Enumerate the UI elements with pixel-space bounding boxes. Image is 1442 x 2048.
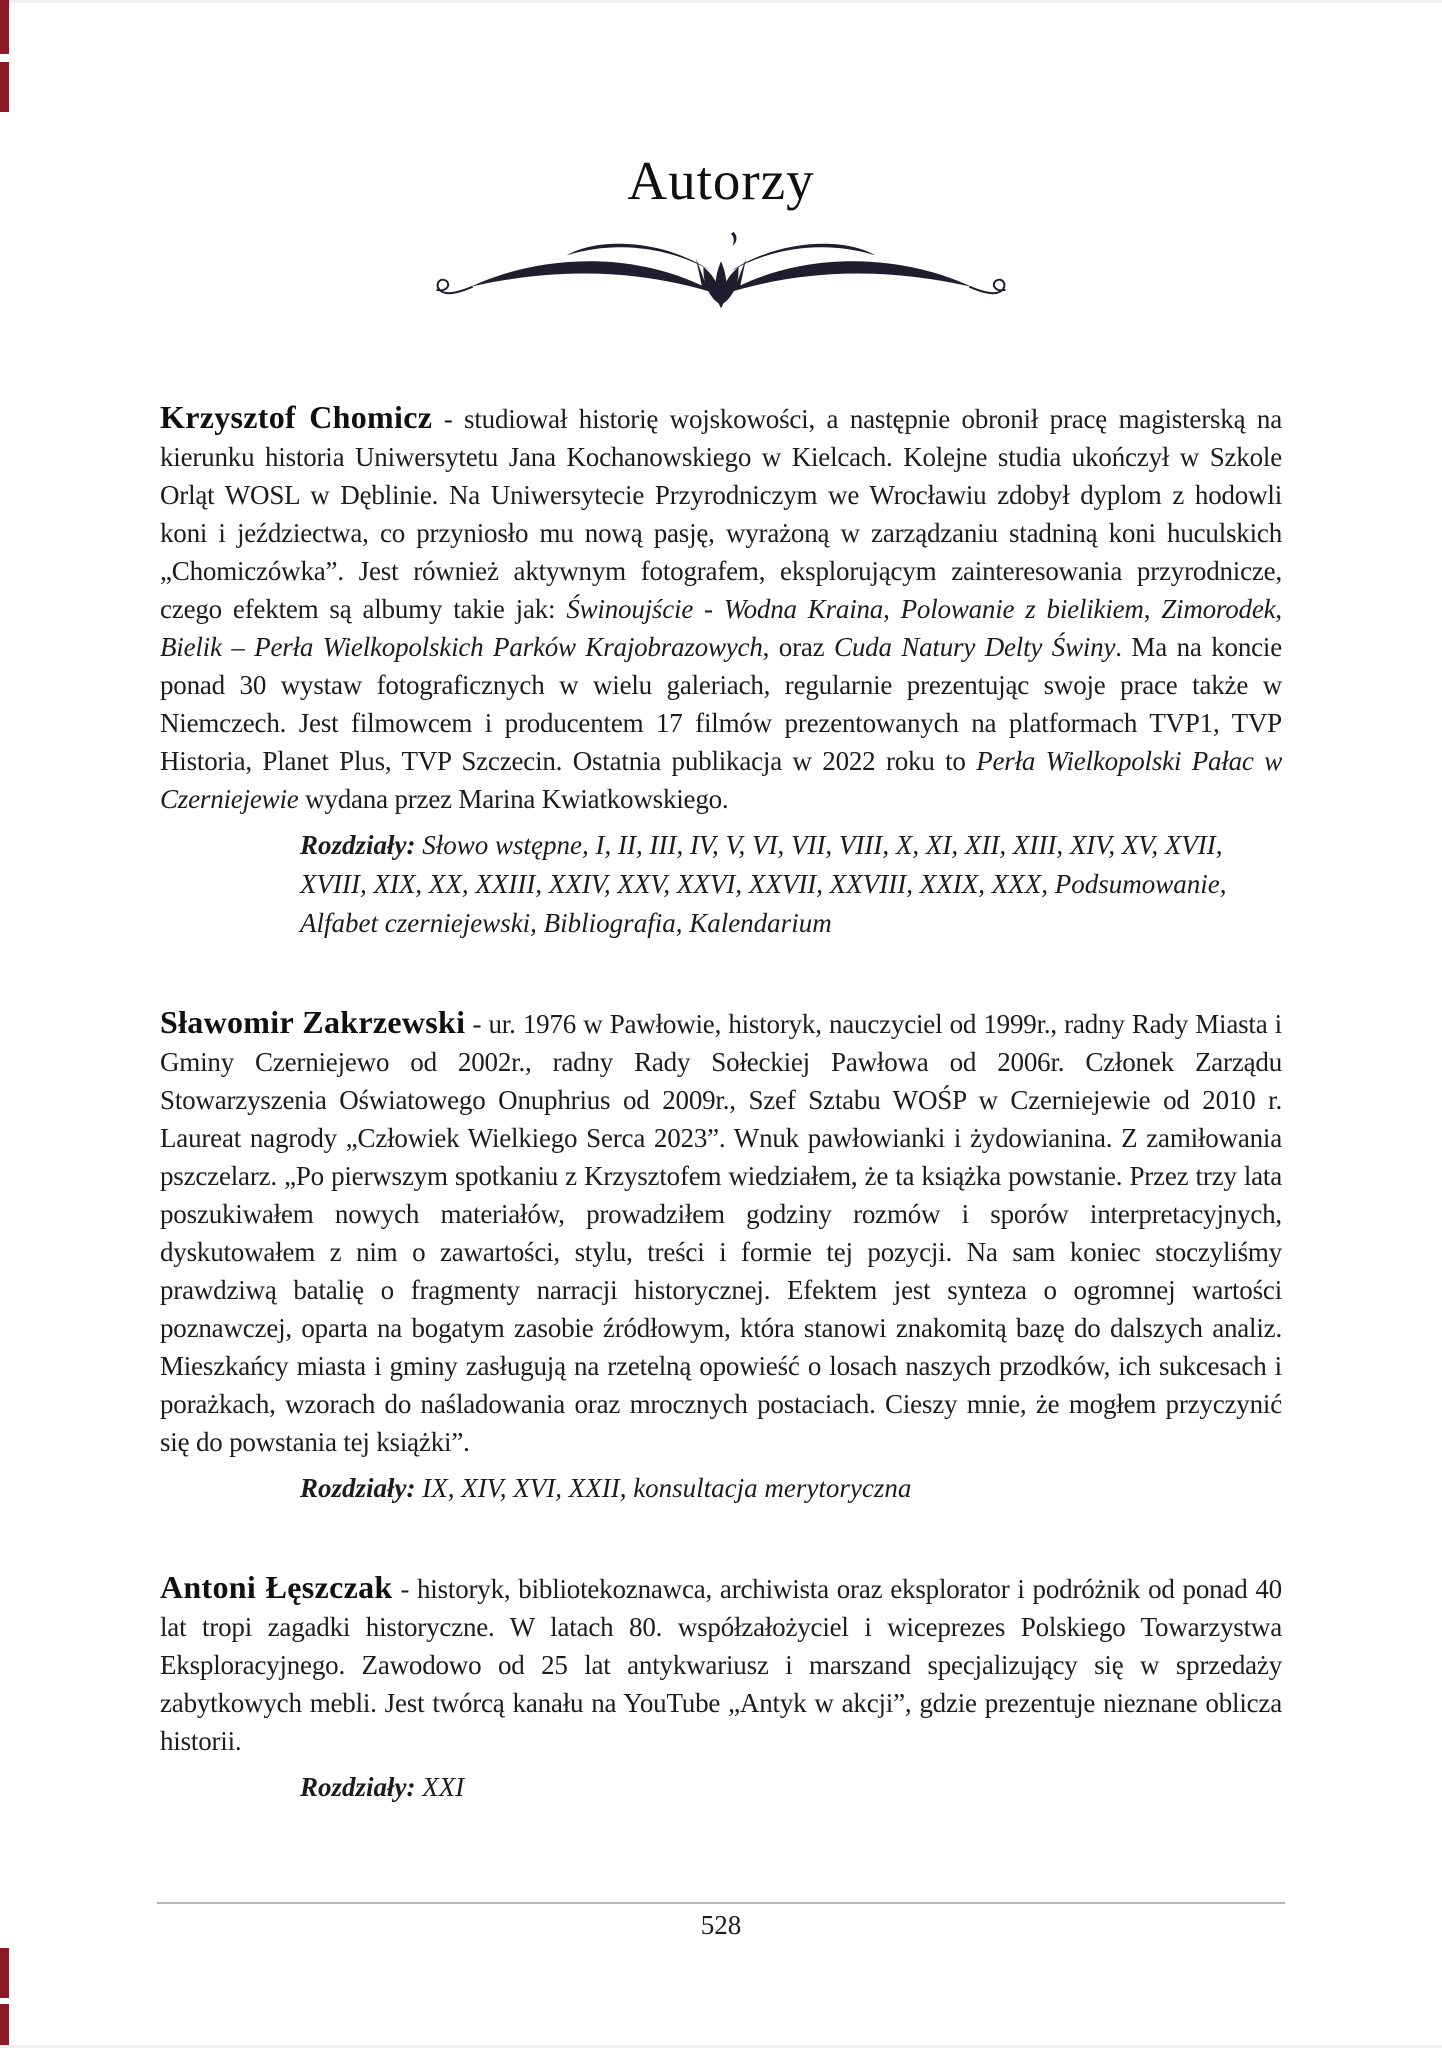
bio-text-run: Zimorodek — [1161, 593, 1276, 624]
bio-text-run: , oraz — [762, 631, 835, 662]
page-number: 528 — [700, 1910, 742, 1940]
author-name: Antoni Łęszczak — [160, 1568, 393, 1605]
bio-text-run: Bielik – Perła Wielkopolskich Parków Krajobrazowych — [160, 631, 763, 662]
page-footer — [157, 1902, 1285, 1941]
page-edge-mark — [0, 2004, 9, 2048]
bio-text-run: wydana przez Marina Kwiatkowskiego. — [298, 783, 729, 814]
author-chapters-line — [300, 826, 1282, 943]
author-bio-block — [160, 1568, 1282, 1807]
chapters-list: Słowo wstępne, I, II, III, IV, V, VI, VII, VIII, X, XI, XII, XIII, XIV, XV, XVII, XVIII, XIX, XX, XXIII, XXIV, XXV, XXVI, XXVII, XXVIII, XXIX, XXX, Podsumowanie, Alfabet czerniejewski, Bibliografia, Kalendarium — [300, 829, 1227, 938]
author-name: Sławomir Zakrzewski — [160, 1003, 466, 1040]
author-bio-paragraph — [160, 1003, 1282, 1461]
author-chapters-line — [300, 1768, 1282, 1807]
bio-text-run: Świnoujście - Wodna Kraina — [566, 593, 884, 624]
bio-text-run: ur. 1976 w Pawłowie, historyk, nauczyciel od 1999r., radny Rady Miasta i Gminy Czerniejewo od 2002r., radny Rady Sołeckiej Pawłowa od 2006r. Członek Zarządu Stowarzyszenia Oświatowego Onuphrius od 2009r., Szef Sztabu WOŚP w Czerniejewie od 2010 r. Laureat nagrody „Człowiek Wielkiego Serca 2023”. Wnuk pawłowianki i żydowianina. Z zamiłowania pszczelarz. „Po pierwszym spotkaniu z Krzysztofem wiedziałem, że ta książka powstanie. Przez trzy lata poszukiwałem nowych materiałów, prowadziłem godziny rozmów i sporów interpretacyjnych, dyskutowałem z nim o zawartości, stylu, treści i formie tej pozycji. Na sam koniec stoczyliśmy prawdziwą batalię o fragmenty narracji historycznej. Efektem jest synteza o ogromnej wartości poznawczej, oparta na bogatym zasobie źródłowym, która stanowi znakomitą bazę do dalszych analiz. Mieszkańcy miasta i gminy zasługują na rzetelną opowieść o losach naszych przodków, ich sukcesach i porażkach, wzorach do naśladowania oraz mrocznych postaciach. Cieszy mnie, że mogłem przyczynić się do powstania tej książki”. — [160, 1008, 1282, 1457]
bio-text-run: - — [392, 1573, 417, 1604]
page-edge-mark — [0, 62, 9, 112]
author-bio-block — [160, 1003, 1282, 1508]
author-bio-block — [160, 398, 1282, 943]
page-edge-mark — [0, 0, 9, 54]
page-edge-mark — [0, 1948, 9, 1998]
chapters-label: Rozdziały: — [300, 829, 416, 860]
page-title: Autorzy — [627, 150, 815, 211]
bio-text-run: , — [883, 593, 901, 624]
bio-text-run: Cuda Natury Delty Świny — [834, 631, 1116, 662]
author-bio-paragraph — [160, 398, 1282, 818]
chapters-list: XXI — [422, 1771, 465, 1802]
bio-text-run: historyk, bibliotekoznawca, archiwista oraz eksplorator i podróżnik od ponad 40 lat tropi zagadki historyczne. W latach 80. współzałożyciel i wiceprezes Polskiego Towarzystwa Eksploracyjnego. Zawodowo od 25 lat antykwariusz i marszand specjalizujący się w sprzedaży zabytkowych mebli. Jest twórcą kanału na YouTube „Antyk w akcji”, gdzie prezentuje nieznane oblicza historii. — [160, 1573, 1282, 1756]
bio-text-run: - — [465, 1008, 489, 1039]
author-name: Krzysztof Chomicz — [160, 398, 433, 435]
bio-text-run: studiował historię wojskowości, a następnie obronił pracę magisterską na kierunku historia Uniwersytetu Jana Kochanowskiego w Kielcach. Kolejne studia ukończył w Szkole Orląt WOSL w Dęblinie. Na Uniwersytecie Przyrodniczym we Wrocławiu zdobył dyplom z hodowli koni i jeździectwa, co przyniosło mu nową pasję, wyrażoną w zarządzaniu stadniną koni huculskich „Chomiczówka”. Jest również aktywnym fotografem, eksplorującym zainteresowania przyrodnicze, czego efektem są albumy takie jak: — [160, 403, 1282, 624]
chapters-list: IX, XIV, XVI, XXII, konsultacja merytoryczna — [422, 1472, 912, 1503]
chapters-label: Rozdziały: — [300, 1472, 416, 1503]
bio-text-run: . Ma na koncie ponad 30 wystaw fotograficznych w wielu galeriach, regularnie prezentując swoje prace także w Niemczech. Jest filmowcem i producentem 17 filmów prezentowanych na platformach TVP1, TVP Historia, Planet Plus, TVP Szczecin. Ostatnia publikacja w 2022 roku to — [160, 631, 1283, 776]
scan-top-edge — [0, 0, 1442, 3]
divider-flourish-icon — [421, 230, 1021, 318]
author-chapters-line — [300, 1469, 1282, 1508]
bio-text-run: Polowanie z bielikiem — [900, 593, 1144, 624]
bio-text-run: - — [432, 403, 465, 434]
author-bio-paragraph — [160, 1568, 1282, 1760]
chapters-label: Rozdziały: — [300, 1771, 416, 1802]
bio-text-run: , — [1275, 593, 1282, 624]
authors-list — [160, 398, 1282, 1807]
footer-rule — [157, 1902, 1285, 1904]
bio-text-run: Perła Wielkopolski Pałac w Czerniejewie — [160, 745, 1282, 814]
bio-text-run: , — [1143, 593, 1162, 624]
